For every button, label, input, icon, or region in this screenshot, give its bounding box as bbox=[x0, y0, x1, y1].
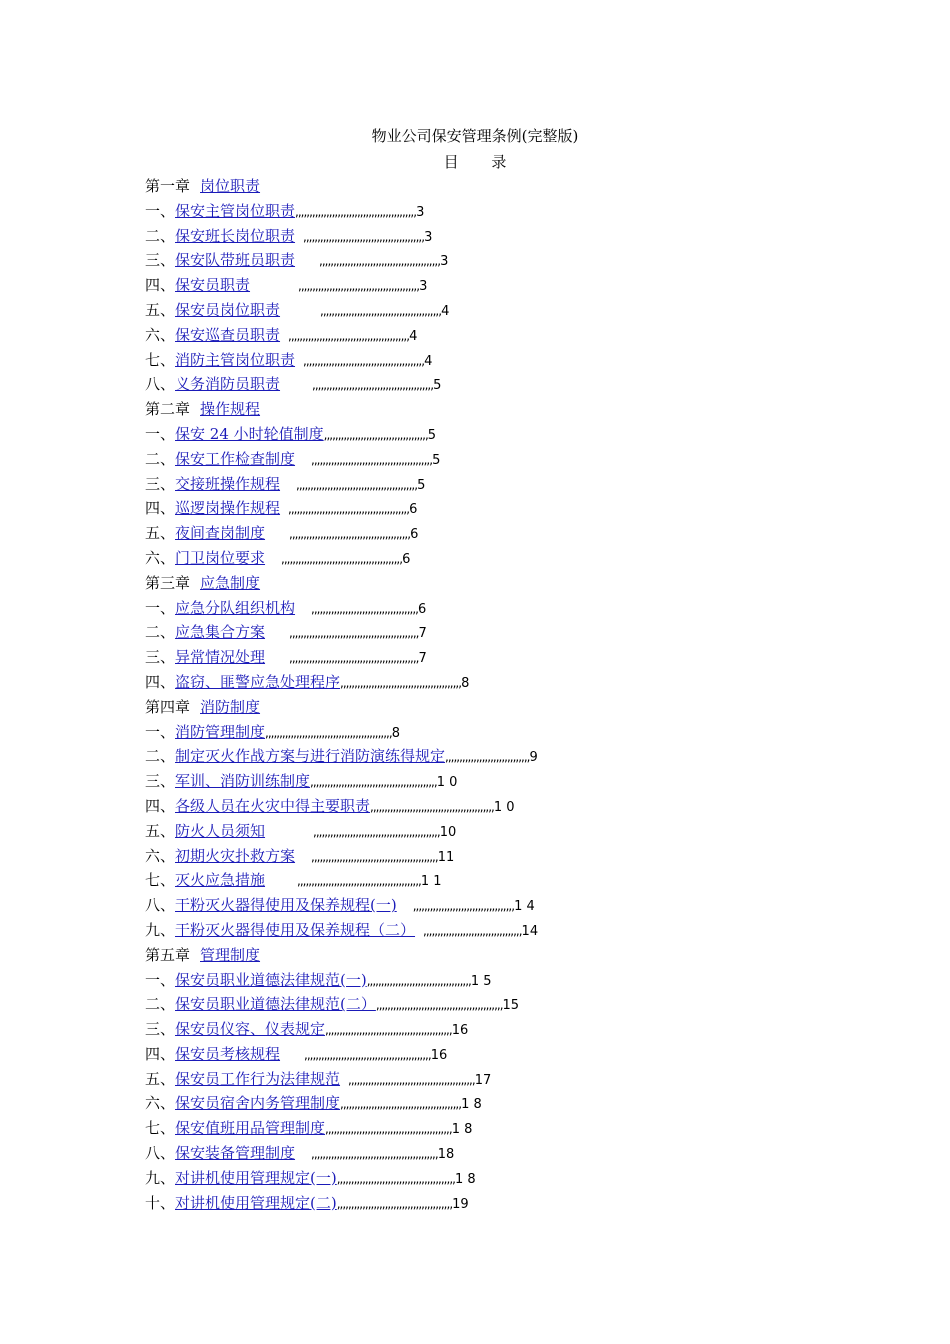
entry-title-link[interactable]: 保安员宿舍内务管理制度 bbox=[175, 1094, 341, 1113]
page-number: 1 5 bbox=[470, 973, 492, 989]
toc-entry bbox=[145, 298, 845, 323]
entry-title-link[interactable]: 保安 24 小时轮值制度 bbox=[175, 424, 324, 443]
entry-title-link[interactable]: 各级人员在火灾中得主要职责 bbox=[175, 796, 371, 815]
chapter-number: 第五章 bbox=[145, 945, 191, 964]
page-number: 6 bbox=[417, 601, 427, 617]
page-number: 1 0 bbox=[436, 775, 458, 791]
entry-title-link[interactable]: 制定灭火作战方案与进行消防演练得规定 bbox=[175, 747, 446, 766]
entry-number: 八、 bbox=[145, 1144, 176, 1163]
toc-entry bbox=[145, 918, 845, 943]
toc-entry bbox=[145, 893, 845, 918]
dot-leader: ,,,,,,,,,,,,,,,,,,,,,,,,,,,,,,,,,,,,, bbox=[323, 427, 428, 442]
toc-chapter-heading bbox=[145, 943, 845, 968]
page-number: 1 1 bbox=[420, 874, 442, 890]
entry-title-link[interactable]: 保安员职业道德法律规范(一) bbox=[175, 970, 367, 989]
page-number: 8 bbox=[391, 725, 400, 741]
chapter-title-link[interactable]: 操作规程 bbox=[200, 400, 261, 419]
dot-leader: ,,,,,,,,,,,,,,,,,,,,,,,,,,,,,,,,,,,,,,,,,,,,, bbox=[375, 998, 503, 1013]
toc-chapter-heading bbox=[145, 174, 845, 199]
entry-number: 六、 bbox=[145, 1094, 176, 1113]
toc-entry bbox=[145, 447, 845, 472]
page-number: 1 8 bbox=[454, 1171, 476, 1187]
page-number: 8 bbox=[461, 675, 470, 691]
chapter-number: 第一章 bbox=[145, 177, 191, 195]
entry-title-link[interactable]: 义务消防员职责 bbox=[175, 375, 281, 394]
page-number: 11 bbox=[437, 849, 455, 865]
entry-number: 五、 bbox=[145, 300, 176, 319]
entry-title-link[interactable]: 保安巡查员职责 bbox=[175, 325, 281, 344]
toc-entry bbox=[145, 1067, 845, 1092]
chapter-title-link[interactable]: 应急制度 bbox=[200, 573, 261, 592]
entry-title-link[interactable]: 保安值班用品管理制度 bbox=[175, 1119, 326, 1138]
chapter-title-link[interactable]: 管理制度 bbox=[200, 945, 261, 964]
toc-entry bbox=[145, 1091, 845, 1116]
toc-chapter-heading bbox=[145, 571, 845, 596]
dot-leader: ,,,,,,,,,,,,,,,,,,,,,,,,,,,,,,,,,,,,,,,,,,, bbox=[303, 229, 425, 244]
dot-leader: ,,,,,,,,,,,,,,,,,,,,,,,,,,,,,,,,,,,,,,,,,,,,, bbox=[348, 1072, 475, 1087]
entry-number: 九、 bbox=[145, 1168, 176, 1187]
dot-leader: ,,,,,,,,,,,,,,,,,,,,,,,,,,,,,,,,,,,,,,,,,,,,, bbox=[265, 725, 392, 740]
page-number: 1 0 bbox=[493, 799, 515, 815]
page-number: 16 bbox=[451, 1023, 469, 1039]
page-number: 16 bbox=[430, 1047, 448, 1063]
entry-number: 二、 bbox=[145, 226, 176, 245]
toc-entry bbox=[145, 620, 845, 645]
dot-leader: ,,,,,,,,,,,,,,,,,,,,,,,,,,,,,,,,,,,,,,,,,, bbox=[336, 1171, 455, 1186]
dot-leader: ,,,,,,,,,,,,,,,,,,,,,,,,,,,,,,,,,,,,,,,,,,,, bbox=[297, 874, 421, 889]
entry-title-link[interactable]: 保安工作检查制度 bbox=[175, 449, 296, 468]
page-number: 5 bbox=[417, 477, 426, 493]
entry-title-link[interactable]: 保安员工作行为法律规范 bbox=[175, 1069, 341, 1088]
dot-leader: ,,,,,,,,,,,,,,,,,,,,,,,,,,,,,,,,,,,,,,,,,,,,,, bbox=[289, 651, 419, 666]
entry-number: 二、 bbox=[145, 449, 176, 468]
entry-title-link[interactable]: 干粉灭火器得使用及保养规程（二） bbox=[175, 920, 416, 939]
page-number: 3 bbox=[416, 204, 425, 220]
toc-entry bbox=[145, 1166, 845, 1191]
entry-number: 一、 bbox=[145, 970, 176, 989]
entry-number: 四、 bbox=[145, 276, 176, 295]
entry-title-link[interactable]: 盗窃、匪警应急处理程序 bbox=[175, 672, 341, 691]
entry-title-link[interactable]: 保安员考核规程 bbox=[175, 1044, 281, 1063]
page-number: 17 bbox=[474, 1072, 492, 1088]
entry-number: 四、 bbox=[145, 499, 176, 518]
entry-title-link[interactable]: 应急分队组织机构 bbox=[175, 598, 296, 617]
dot-leader: ,,,,,,,,,,,,,,,,,,,,,,,,,,,,,,,,,,,,, bbox=[366, 973, 471, 988]
toc-entry bbox=[145, 521, 845, 546]
page-number: 3 bbox=[424, 229, 433, 245]
dot-leader: ,,,,,,,,,,,,,,,,,,,,,,,,,,,,,,,,,,,,,,,,,,, bbox=[312, 378, 434, 393]
page-number: 9 bbox=[529, 750, 538, 766]
entry-title-link[interactable]: 消防管理制度 bbox=[175, 722, 266, 741]
dot-leader: ,,,,,,,,,,,,,,,,,,,,,,,,,,,,,,,,,,,,,,,,,,, bbox=[340, 1097, 462, 1112]
entry-number: 一、 bbox=[145, 598, 176, 617]
entry-title-link[interactable]: 保安员职业道德法律规范(二） bbox=[175, 995, 376, 1014]
entry-title-link[interactable]: 消防主管岗位职责 bbox=[175, 350, 296, 369]
page-number: 4 bbox=[441, 303, 450, 319]
entry-title-link[interactable]: 交接班操作规程 bbox=[175, 474, 281, 493]
toc-entry bbox=[145, 546, 845, 571]
entry-number: 八、 bbox=[145, 896, 176, 915]
toc-entry bbox=[145, 720, 845, 745]
page-number: 10 bbox=[439, 824, 457, 840]
toc-entry bbox=[145, 794, 845, 819]
toc-entry bbox=[145, 348, 845, 373]
toc-entry bbox=[145, 769, 845, 794]
toc-entry bbox=[145, 819, 845, 844]
entry-number: 六、 bbox=[145, 325, 176, 344]
dot-leader: ,,,,,,,,,,,,,,,,,,,,,,,,,,,,,,,,,,,,,,,,,,, bbox=[288, 328, 410, 343]
entry-number: 七、 bbox=[145, 871, 176, 890]
dot-leader: ,,,,,,,,,,,,,,,,,,,,,,,,,,,,,,,,,,,,,,,,,,, bbox=[295, 204, 417, 219]
toc-entry bbox=[145, 645, 845, 670]
toc-chapter-heading bbox=[145, 397, 845, 422]
toc-entry bbox=[145, 199, 845, 224]
dot-leader: ,,,,,,,,,,,,,,,,,,,,,,,,,,,,,,,,,,,,,,,,,,,,, bbox=[325, 1023, 452, 1038]
dot-leader: ,,,,,,,,,,,,,,,,,,,,,,,,,,,,,,,,,,,,,,,,,,, bbox=[289, 527, 411, 542]
toc-entry bbox=[145, 472, 845, 497]
page-number: 1 8 bbox=[451, 1122, 473, 1138]
toc-entry bbox=[145, 844, 845, 869]
toc-entry bbox=[145, 1141, 845, 1166]
page-number: 14 bbox=[521, 923, 539, 939]
entry-number: 五、 bbox=[145, 524, 176, 543]
entry-title-link[interactable]: 门卫岗位要求 bbox=[175, 548, 266, 567]
toc-entry bbox=[145, 323, 845, 348]
dot-leader: ,,,,,,,,,,,,,,,,,,,,,,,,,,,,,,,,,,,,,,,,,,,,, bbox=[310, 775, 437, 790]
entry-number: 二、 bbox=[145, 747, 176, 766]
page-number: 19 bbox=[452, 1196, 469, 1212]
dot-leader: ,,,,,,,,,,,,,,,,,,,,,,,,,,,,,,,,,,,,,,,,,,, bbox=[320, 303, 442, 318]
page-number: 4 bbox=[424, 353, 433, 369]
dot-leader: ,,,,,,,,,,,,,,,,,,,,,,,,,,,,,,,,,,, bbox=[423, 923, 522, 938]
toc-entry bbox=[145, 670, 845, 695]
entry-title-link[interactable]: 军训、消防训练制度 bbox=[175, 772, 311, 791]
entry-number: 四、 bbox=[145, 672, 176, 691]
dot-leader: ,,,,,,,,,,,,,,,,,,,,,,,,,,,,,,,,,,,,,,,,,,,,, bbox=[313, 824, 440, 839]
dot-leader: ,,,,,,,,,,,,,,,,,,,,,,,,,,,,,,,,,,,,,,,,,,,,, bbox=[304, 1047, 431, 1062]
entry-title-link[interactable]: 巡逻岗操作规程 bbox=[175, 499, 281, 518]
entry-title-link[interactable]: 干粉灭火器得使用及保养规程(一) bbox=[175, 896, 397, 915]
dot-leader: ,,,,,,,,,,,,,,,,,,,,,,,,,,,,,,,,,,,,,,,,,,, bbox=[288, 502, 410, 517]
chapter-title-link[interactable]: 岗位职责 bbox=[200, 177, 261, 195]
chapter-title-link[interactable]: 消防制度 bbox=[200, 697, 261, 716]
page-number: 1 4 bbox=[514, 899, 535, 915]
entry-number: 三、 bbox=[145, 772, 176, 791]
toc-entry bbox=[145, 273, 845, 298]
dot-leader: ,,,,,,,,,,,,,,,,,,,,,,,,,,,,,,,,,,,,,,,,, bbox=[336, 1196, 453, 1211]
entry-number: 六、 bbox=[145, 548, 176, 567]
entry-number: 八、 bbox=[145, 375, 176, 394]
page-number: 3 bbox=[419, 279, 428, 295]
entry-number: 三、 bbox=[145, 474, 176, 493]
toc-entry bbox=[145, 372, 845, 397]
page-number: 5 bbox=[433, 378, 442, 394]
page-number: 4 bbox=[409, 328, 418, 344]
entry-title-link[interactable]: 保安队带班员职责 bbox=[175, 251, 296, 270]
page-number: 1 8 bbox=[461, 1097, 482, 1113]
toc-entry bbox=[145, 596, 845, 621]
entry-title-link[interactable]: 灭火应急措施 bbox=[175, 871, 266, 890]
entry-title-link[interactable]: 保安员职责 bbox=[175, 276, 251, 295]
toc-entry bbox=[145, 868, 845, 893]
dot-leader: ,,,,,,,,,,,,,,,,,,,,,,,,,,,,,,,,,,,,,, bbox=[311, 601, 418, 616]
entry-number: 一、 bbox=[145, 424, 176, 443]
page-number: 6 bbox=[409, 502, 418, 518]
toc-entry bbox=[145, 224, 845, 249]
entry-number: 十、 bbox=[145, 1193, 176, 1212]
toc-entry bbox=[145, 422, 845, 447]
page-number: 15 bbox=[502, 998, 520, 1014]
entry-title-link[interactable]: 保安员岗位职责 bbox=[175, 300, 281, 319]
dot-leader: ,,,,,,,,,,,,,,,,,,,,,,,,,,,,,,,,,,,,,,,,,,, bbox=[340, 675, 462, 690]
entry-number: 九、 bbox=[145, 920, 176, 939]
document-title: 物业公司保安管理条例(完整版) bbox=[371, 127, 579, 145]
entry-number: 四、 bbox=[145, 796, 176, 815]
page-number: 3 bbox=[440, 254, 449, 270]
entry-title-link[interactable]: 初期火灾扑救方案 bbox=[175, 846, 296, 865]
dot-leader: ,,,,,,,,,,,,,,,,,,,,,,,,,,,,,,,,,,,,,,,,,,,,,, bbox=[289, 626, 419, 641]
entry-number: 二、 bbox=[145, 623, 176, 642]
entry-number: 七、 bbox=[145, 350, 176, 369]
entry-title-link[interactable]: 对讲机使用管理规定(一) bbox=[175, 1168, 337, 1187]
toc-entry bbox=[145, 248, 845, 273]
dot-leader: ,,,,,,,,,,,,,,,,,,,,,,,,,,,,,,,,,,,,,,,,,,, bbox=[319, 254, 441, 269]
page-number: 7 bbox=[418, 651, 427, 667]
entry-number: 一、 bbox=[145, 722, 176, 741]
entry-number: 六、 bbox=[145, 846, 176, 865]
dot-leader: ,,,,,,,,,,,,,,,,,,,,,,,,,,,,,,,,,,,,,,,,,,, bbox=[296, 477, 418, 492]
dot-leader: ,,,,,,,,,,,,,,,,,,,,,,,,,,,,,,,,,,,,,,,,,,, bbox=[298, 279, 420, 294]
entry-title-link[interactable]: 应急集合方案 bbox=[175, 623, 266, 642]
entry-title-link[interactable]: 对讲机使用管理规定(二) bbox=[175, 1193, 337, 1212]
toc-entry bbox=[145, 1191, 845, 1216]
chapter-number: 第四章 bbox=[145, 697, 191, 716]
page-number: 6 bbox=[402, 551, 411, 567]
toc-entry bbox=[145, 744, 845, 769]
entry-number: 五、 bbox=[145, 821, 176, 840]
entry-number: 四、 bbox=[145, 1044, 176, 1063]
chapter-number: 第二章 bbox=[145, 400, 191, 419]
table-of-contents bbox=[145, 174, 845, 1215]
dot-leader: ,,,,,,,,,,,,,,,,,,,,,,,,,,,,,,,,,,,,,,,,,,, bbox=[311, 452, 433, 467]
entry-title-link[interactable]: 保安装备管理制度 bbox=[175, 1144, 296, 1163]
toc-chapter-heading bbox=[145, 695, 845, 720]
page-number: 5 bbox=[432, 452, 441, 468]
entry-title-link[interactable]: 保安主管岗位职责 bbox=[175, 201, 296, 220]
dot-leader: ,,,,,,,,,,,,,,,,,,,,,,,,,,,,,,,,,,,,,,,,,,, bbox=[303, 353, 425, 368]
dot-leader: ,,,,,,,,,,,,,,,,,,,,,,,,,,,,,,,,,,,,,,,,,,, bbox=[281, 551, 403, 566]
chapter-number: 第三章 bbox=[145, 573, 191, 592]
toc-entry bbox=[145, 1116, 845, 1141]
entry-title-link[interactable]: 异常情况处理 bbox=[175, 648, 266, 667]
toc-entry bbox=[145, 1042, 845, 1067]
toc-entry bbox=[145, 496, 845, 521]
entry-title-link[interactable]: 防火人员须知 bbox=[175, 821, 266, 840]
page-number: 18 bbox=[437, 1147, 455, 1163]
toc-heading: 目 录 bbox=[443, 153, 507, 171]
dot-leader: ,,,,,,,,,,,,,,,,,,,,,,,,,,,,,,,,,,,,,,,,,,,,, bbox=[325, 1122, 452, 1137]
dot-leader: ,,,,,,,,,,,,,,,,,,,,,,,,,,,,,,,,,,,,,,,,,,,,, bbox=[311, 1147, 438, 1162]
entry-number: 一、 bbox=[145, 201, 176, 220]
toc-entry bbox=[145, 968, 845, 993]
entry-number: 七、 bbox=[145, 1119, 176, 1138]
dot-leader: ,,,,,,,,,,,,,,,,,,,,,,,,,,,,,,,,,,,,,,,,,,,,, bbox=[311, 849, 438, 864]
entry-number: 二、 bbox=[145, 995, 176, 1014]
entry-number: 三、 bbox=[145, 1020, 176, 1039]
dot-leader: ,,,,,,,,,,,,,,,,,,,,,,,,,,,,,,,,,,,, bbox=[412, 899, 515, 914]
entry-number: 三、 bbox=[145, 251, 176, 270]
page-number: 7 bbox=[418, 626, 427, 642]
entry-title-link[interactable]: 保安员仪容、仪表规定 bbox=[175, 1020, 326, 1039]
dot-leader: ,,,,,,,,,,,,,,,,,,,,,,,,,,,,,, bbox=[445, 750, 530, 765]
page-number: 6 bbox=[410, 527, 419, 543]
dot-leader: ,,,,,,,,,,,,,,,,,,,,,,,,,,,,,,,,,,,,,,,,,,,, bbox=[370, 799, 494, 814]
entry-title-link[interactable]: 保安班长岗位职责 bbox=[175, 226, 296, 245]
toc-entry bbox=[145, 992, 845, 1017]
entry-title-link[interactable]: 夜间查岗制度 bbox=[175, 524, 266, 543]
page-number: 5 bbox=[427, 427, 437, 443]
toc-entry bbox=[145, 1017, 845, 1042]
entry-number: 五、 bbox=[145, 1069, 176, 1088]
entry-number: 三、 bbox=[145, 648, 176, 667]
